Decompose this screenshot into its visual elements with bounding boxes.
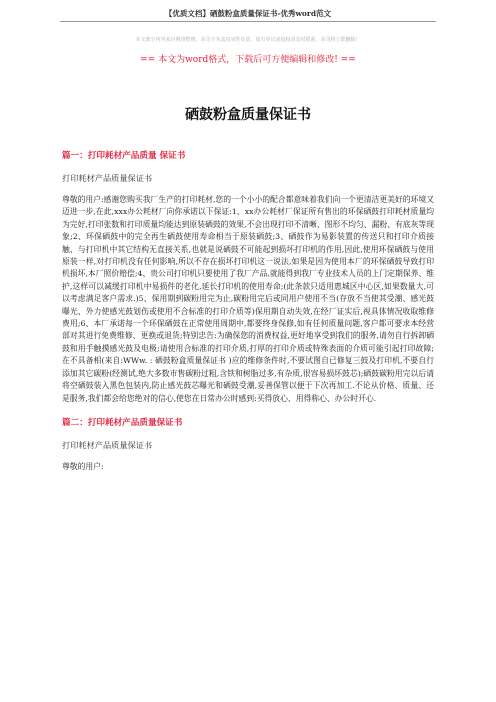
section-heading: 篇一：打印耗材产品质量 保证书 bbox=[62, 151, 186, 161]
section-body: 尊敬的用户: bbox=[62, 461, 104, 471]
header-divider bbox=[60, 21, 436, 22]
word-format-banner: == 本文为word格式，下载后可方便编辑和修改! == bbox=[140, 55, 356, 65]
section-subtitle: 打印耗材产品质量保证书 bbox=[62, 173, 153, 183]
section-subtitle: 打印耗材产品质量保证书 bbox=[62, 439, 153, 450]
section-body: 尊敬的用户:感谢您购买我厂生产的打印耗材,您的一个小小的配合都意味着我们向一个更清洁更美好的环境又迈进一步,在此,xxx办公耗材厂向你承诺以下保证:1、xx办公耗材厂保证所有售出的环保硒鼓打印耗材质量均为完好,打印张数和打印质量均能达到原装硒鼓的效果,不会出现打印不清晰、图形不均匀、漏粉、有底灰等现象;2、环保硒鼓中的完全再生硒鼓使用寿命相当于原装硒鼓;3、硒鼓作为易影装置的传送只和打印介质接触、与打印机中其它结构无直接关系,也就是说硒鼓不可能起到损坏打印机的作用,因此,使用环保硒鼓与使用原装一样,对打印机没有任何影响,所以不存在损坏打印机这一说法,如果是因为使用本厂的环保硒鼓导致打印机损坏,本厂照价赔偿;4、贵公司打印机只要使用了我厂产品,就能得到我厂专业技术人员的上门定期保养、维护,这样可以减缓打印机中易损件的老化,延长打印机的使用寿命;(此条款只适用惠城区中心区,如果数量大,可以考虑满足客户需求.)5、保用期到碳粉用完为止,碳粉用完后或同用户使用不当(存放不当使其受潮、感光鼓曝光、外力使感光鼓划伤或使用不合标准的打印介质等)保用期自动失效,在经厂证实后,视具体情况收取维修费用;6、本厂承诺每一个环保硒鼓在正常使用周期中,都要终身保修,如有任何质量问题,客户都可要求本经营部对其进行免费维修、更换或退货;特别忠告:为确保您的消费权益,更好地享受到我们的服务,请勿自行拆卸硒鼓和用手触摸感光鼓及电极;请使用合标准的打印介质,打厚的打印介质或特殊表面的介质可能引起打印故障;在不具备相(来自:WWw. : 硒鼓粉盒质量保证书 )应的维修条件时,不要试图自已修复三鼓及打印机,不要自行添加其它碳粉(经测试,绝大多数市售碳粉过粗,含铁和树脂过多,有杂质,很容易损坏鼓芯);硒鼓碳粉用完以后请将空硒鼓装入黑色包装内,防止感光鼓芯曝光和硒鼓受潮,妥善保管以便于下次再加工.不论从价格、质量、还是服务,我们都会给您绝对的信心,使您在日常办公时感到:买得放心、用得称心、办公时开心. bbox=[62, 195, 434, 403]
section-spacer bbox=[62, 405, 434, 417]
section-heading: 篇二：打印耗材产品质量保证书 bbox=[62, 417, 183, 428]
header-title: 【优质文档】硒鼓粉盒质量保证书-优秀word范文 bbox=[164, 9, 332, 18]
document-title: 硒鼓粉盒质量保证书 bbox=[185, 107, 311, 123]
disclaimer-notice: 本文部分内容来自网络整理，本司不为其真实性负责，如有异议或侵权请及时联系，本司将立即删除！ bbox=[135, 37, 361, 43]
document-content bbox=[62, 150, 434, 473]
